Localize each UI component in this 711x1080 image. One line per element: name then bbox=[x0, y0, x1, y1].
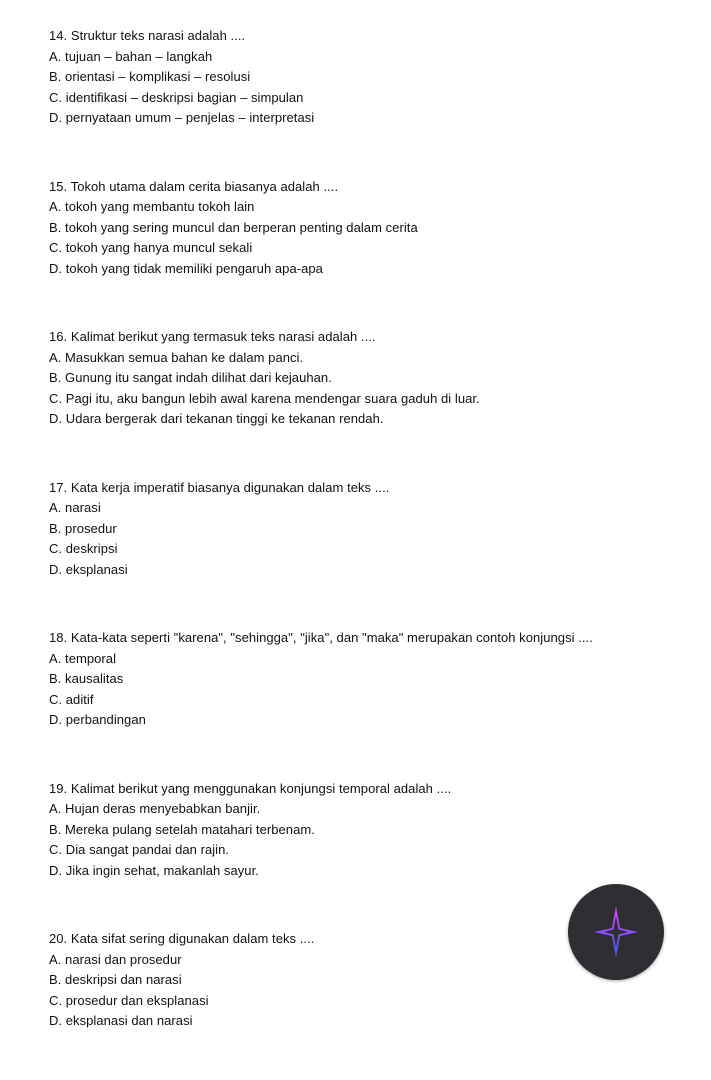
question-14 bbox=[49, 26, 689, 129]
option-c: C. deskripsi bbox=[49, 541, 118, 556]
question-18 bbox=[49, 628, 689, 731]
option-d: D. Udara bergerak dari tekanan tinggi ke tekanan rendah. bbox=[49, 411, 384, 426]
question-15 bbox=[49, 177, 689, 280]
option-a: A. narasi dan prosedur bbox=[49, 951, 182, 967]
option-b: B. Mereka pulang setelah matahari terbenam. bbox=[49, 821, 315, 837]
option-a: A. Hujan deras menyebabkan banjir. bbox=[49, 801, 261, 816]
option-a: A. tokoh yang membantu tokoh lain bbox=[49, 199, 255, 214]
option-d: D. perbandingan bbox=[49, 712, 146, 727]
option-d: D. eksplanasi bbox=[49, 561, 128, 577]
question-title: 15. Tokoh utama dalam cerita biasanya adalah .... bbox=[49, 178, 339, 194]
option-c: C. aditif bbox=[49, 691, 94, 707]
option-a: A. temporal bbox=[49, 650, 117, 666]
question-title: 16. Kalimat berikut yang termasuk teks narasi adalah .... bbox=[49, 329, 376, 344]
question-title: 19. Kalimat berikut yang menggunakan konjungsi temporal adalah .... bbox=[49, 780, 452, 796]
assistant-fab-button[interactable] bbox=[568, 884, 664, 980]
option-b: B. deskripsi dan narasi bbox=[49, 972, 182, 987]
option-a: A. Masukkan semua bahan ke dalam panci. bbox=[49, 349, 304, 365]
option-b: B. Gunung itu sangat indah dilihat dari kejauhan. bbox=[49, 370, 332, 385]
option-c: C. identifikasi – deskripsi bagian – simpulan bbox=[49, 89, 304, 105]
option-b: B. orientasi – komplikasi – resolusi bbox=[49, 69, 251, 84]
option-d: D. eksplanasi dan narasi bbox=[49, 1013, 193, 1028]
option-d: D. pernyataan umum – penjelas – interpretasi bbox=[49, 110, 315, 125]
question-title: 20. Kata sifat sering digunakan dalam teks .... bbox=[49, 931, 315, 946]
option-b: B. kausalitas bbox=[49, 671, 124, 686]
option-b: B. tokoh yang sering muncul dan berperan penting dalam cerita bbox=[49, 219, 418, 235]
option-d: D. tokoh yang tidak memiliki pengaruh apa-apa bbox=[49, 260, 323, 276]
question-title: 14. Struktur teks narasi adalah .... bbox=[49, 28, 246, 43]
option-c: C. Dia sangat pandai dan rajin. bbox=[49, 842, 230, 857]
sparkle-star-icon bbox=[592, 904, 640, 960]
question-16 bbox=[49, 327, 689, 430]
question-title: 17. Kata kerja imperatif biasanya digunakan dalam teks .... bbox=[49, 479, 390, 495]
option-c: C. tokoh yang hanya muncul sekali bbox=[49, 240, 253, 255]
option-c: C. Pagi itu, aku bangun lebih awal karena mendengar suara gaduh di luar. bbox=[49, 390, 480, 406]
option-d: D. Jika ingin sehat, makanlah sayur. bbox=[49, 862, 259, 878]
option-c: C. prosedur dan eksplanasi bbox=[49, 992, 209, 1008]
question-title: 18. Kata-kata seperti "karena", "sehingga", "jika", dan "maka" merupakan contoh konjungsi .... bbox=[49, 630, 593, 645]
option-a: A. tujuan – bahan – langkah bbox=[49, 48, 213, 64]
option-b: B. prosedur bbox=[49, 520, 117, 536]
question-19 bbox=[49, 779, 689, 882]
option-a: A. narasi bbox=[49, 500, 101, 515]
question-17 bbox=[49, 478, 689, 581]
